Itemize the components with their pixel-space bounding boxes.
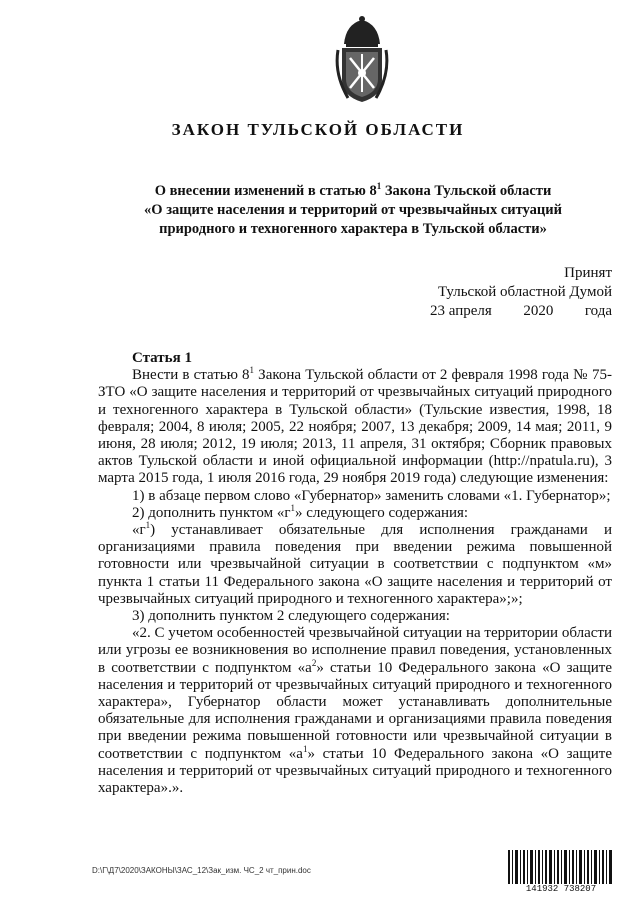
article-heading: Статья 1 [132,350,192,366]
article-body [98,350,612,797]
barcode-number: 141932 738207 [506,884,616,894]
adopted-by: Тульской областной Думой [437,284,612,300]
tula-coat-of-arms-icon [334,14,390,104]
adoption-block [380,264,612,321]
adopted-label: Принят [564,265,612,281]
amendment-item-2-text: «$г^1$) устанавливает обязательные для исполнения гражданами и организациями правила поведения при введении режима повышенной готовности или чрезвычайной ситуации в соответствии с подпунктом «м» пункта 1 статьи 11 Федерального закона «О защите населения и территорий от чрезвычайных ситуаций природного и техногенного характера»;»; [98,520,612,607]
law-subtitle: О внесении изменений в статью $8^1$ Закона Тульской области «О защите населения и территорий от чрезвычайных ситуаций природного и техногенного характера в Тульской области» [144,181,562,237]
amendment-item-3: 3) дополнить пунктом 2 следующего содержания: [132,608,450,625]
amendment-item-3-text: «2. С учетом особенностей чрезвычайной ситуации на территории области или угрозы ее возникновения во исполнение правил поведения, установленных в соответствии с подпунктом «$а^2$» статьи 10 Федерального закона «О защите населения и территорий от чрезвычайных ситуаций природного и техногенного характера», Губернатор области может устанавливать дополнительные обязательные для исполнения гражданами и организациями правила поведения при введении режима повышенной готовности или чрезвычайной ситуации в соответствии с подпунктом «$а^1$» статьи 10 Федерального закона «О защите населения и территорий от чрезвычайных ситуаций природного и техногенного характера».». [98,625,612,797]
article-intro: Внести в статью $8^1$ Закона Тульской области от 2 февраля 1998 года № 75-ЗТО «О защите населения и территорий от чрезвычайных ситуаций природного и техногенного характера в Тульской области» (Тульские известия, 1998, 18 февраля; 2004, 8 июля; 2005, 22 ноября; 2007, 13 декабря; 2009, 14 мая; 2011, 9 июня, 28 июля; 2012, 19 июля; 2013, 11 апреля, 31 октября; Сборник правовых актов Тульской области и иной официальной информации (http://npatula.ru), 3 марта 2015 года, 1 июля 2016 года, 29 ноября 2019 года) следующие изменения: [98,365,612,487]
law-title: ЗАКОН ТУЛЬСКОЙ ОБЛАСТИ [171,120,465,139]
amendment-item-1: 1) в абзаце первом слово «Губернатор» заменить словами «1. Губернатор»; [132,487,611,504]
adoption-date: 23 апреля 2020 года [430,303,612,319]
file-path: D:\Г\Д7\2020\ЗАКОНЫ\ЗАС_12\Зак_изм. ЧС_2 чт_прин.doc [92,866,311,875]
amendment-item-2: 2) дополнить пунктом «$г^1$» следующего содержания: [132,502,469,521]
